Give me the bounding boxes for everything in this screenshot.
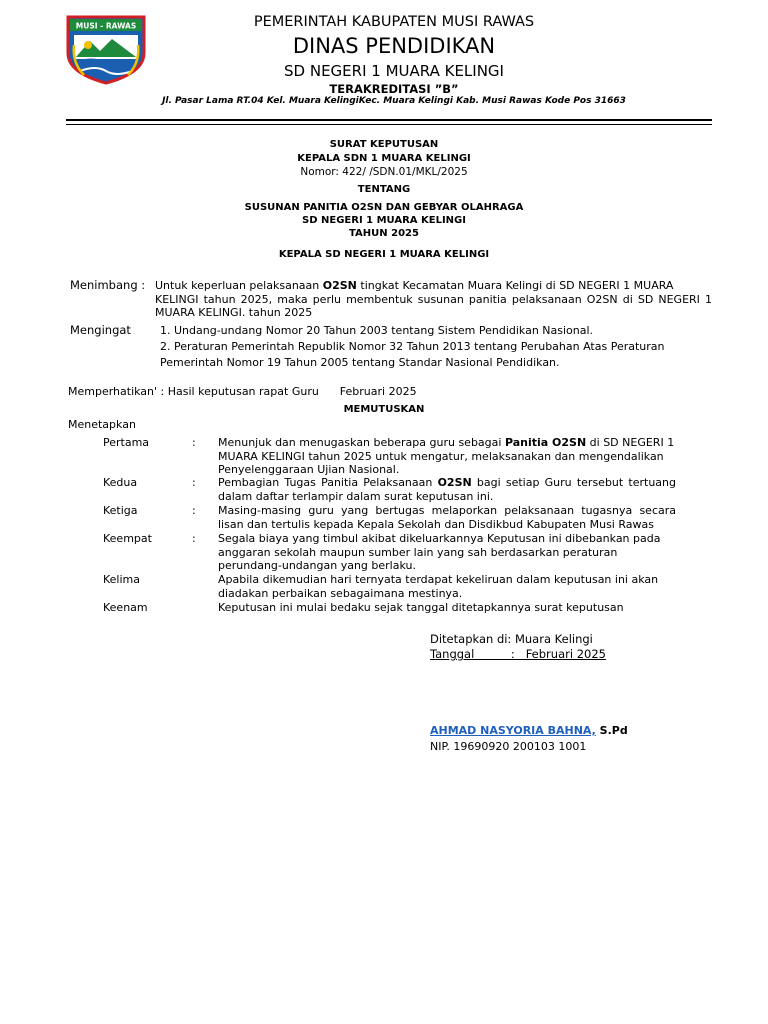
decision-kelima-label: Kelima	[103, 573, 141, 586]
decision-kedua-line-1: Pembagian Tugas Panitia Pelaksanaan O2SN bagi setiap Guru tersebut tertuang	[218, 476, 676, 489]
decide-heading: MEMUTUSKAN	[343, 404, 425, 415]
decree-number: Nomor: 422/ /SDN.01/MKL/2025	[300, 166, 468, 178]
decision-keenam-line-1: Keputusan ini mulai bedaku sejak tanggal ditetapkannya surat keputusan	[218, 601, 624, 614]
about-label: TENTANG	[357, 184, 411, 195]
decision-pertama-line-3: Penyelenggaraan Ujian Nasional.	[218, 463, 400, 476]
subject-line-3: TAHUN 2025	[349, 228, 419, 239]
accreditation: TERAKREDITASI ”B”	[329, 82, 459, 96]
letterhead-rule-thick	[66, 119, 712, 121]
signatory-name-link[interactable]: AHMAD NASYORIA BAHNA,	[430, 724, 596, 737]
decision-kelima-line-2: diadakan perbaikan sebagaimana mestinya.	[218, 587, 463, 600]
office-name: DINAS PENDIDIKAN	[292, 34, 496, 58]
decision-ketiga-colon: :	[192, 504, 196, 517]
decision-keenam-label: Keenam	[103, 601, 148, 614]
decision-kedua-label: Kedua	[103, 476, 138, 489]
decision-keempat-line-2: anggaran sekolah maupun sumber lain yang sah berdasarkan peraturan	[218, 546, 618, 559]
decision-kedua-line-2: dalam daftar terlampir dalam surat keputusan ini.	[218, 490, 494, 503]
considering-label: Menimbang :	[70, 278, 146, 292]
logo-text: MUSI - RAWAS	[75, 21, 137, 31]
letterhead-rule-thin	[66, 124, 712, 125]
decision-ketiga-line-2: lisan dan tertulis kepada Kepala Sekolah dan Disdikbud Kabupaten Musi Rawas	[218, 518, 654, 531]
subject-line-2: SD NEGERI 1 MUARA KELINGI	[302, 215, 466, 226]
subject-line-1: SUSUNAN PANITIA O2SN DAN GEBYAR OLAHRAGA	[244, 202, 524, 213]
decision-kelima-line-1: Apabila dikemudian hari ternyata terdapat kekeliruan dalam keputusan ini akan	[218, 573, 659, 586]
considering-line-1: Untuk keperluan pelaksanaan O2SN tingkat Kecamatan Muara Kelingi di SD NEGERI 1 MUARA	[155, 279, 674, 292]
decree-issuer-line: KEPALA SDN 1 MUARA KELINGI	[297, 153, 471, 164]
noting-line: Memperhatikan' : Hasil keputusan rapat Guru Februari 2025	[68, 385, 417, 398]
decision-keempat-colon: :	[192, 532, 196, 545]
remembering-item-2a: 2. Peraturan Pemerintah Republik Nomor 32 Tahun 2013 tentang Perubahan Atas Peraturan	[160, 340, 665, 353]
school-name: SD NEGERI 1 MUARA KELINGI	[284, 62, 504, 80]
decision-kedua-colon: :	[192, 476, 196, 489]
decision-keempat-label: Keempat	[103, 532, 152, 545]
signatory-title: S.Pd	[595, 724, 628, 737]
signature-place: Ditetapkan di: Muara Kelingi	[430, 632, 593, 646]
considering-line-2: KELINGI tahun 2025, maka perlu membentuk susunan panitia pelaksanaan O2SN di SD NEGERI 1	[155, 293, 712, 306]
government-name: PEMERINTAH KABUPATEN MUSI RAWAS	[253, 14, 535, 30]
decision-keempat-line-1: Segala biaya yang timbul akibat dikeluarkannya Keputusan ini dibebankan pada	[218, 532, 661, 545]
decree-title: SURAT KEPUTUSAN	[329, 139, 439, 150]
issuer-heading: KEPALA SD NEGERI 1 MUARA KELINGI	[278, 249, 490, 260]
remembering-label: Mengingat	[70, 323, 131, 337]
signature-date: Tanggal : Februari 2025	[430, 647, 606, 661]
establish-label: Menetapkan	[68, 418, 136, 431]
decision-pertama-colon: :	[192, 436, 196, 449]
decision-ketiga-label: Ketiga	[103, 504, 138, 517]
decision-pertama-line-2: MUARA KELINGI tahun 2025 untuk mengatur, melaksanakan dan mengendalikan	[218, 450, 664, 463]
decision-pertama-line-1: Menunjuk dan menugaskan beberapa guru sebagai Panitia O2SN di SD NEGERI 1	[218, 436, 675, 449]
signatory-nip: NIP. 19690920 200103 1001	[430, 740, 587, 753]
decision-ketiga-line-1: Masing-masing guru yang bertugas melaporkan pelaksanaan tugasnya secara	[218, 504, 676, 517]
signatory-name	[430, 724, 628, 737]
remembering-item-2b: Pemerintah Nomor 19 Tahun 2005 tentang Standar Nasional Pendidikan.	[160, 356, 560, 369]
decision-pertama-label: Pertama	[103, 436, 150, 449]
school-address: Jl. Pasar Lama RT.04 Kel. Muara KelingiKec. Muara Kelingi Kab. Musi Rawas Kode Pos 31663	[162, 96, 626, 106]
decision-keempat-line-3: perundang-undangan yang berlaku.	[218, 559, 416, 572]
considering-line-3: MUARA KELINGI. tahun 2025	[155, 306, 313, 319]
remembering-item-1: 1. Undang-undang Nomor 20 Tahun 2003 tentang Sistem Pendidikan Nasional.	[160, 324, 594, 337]
